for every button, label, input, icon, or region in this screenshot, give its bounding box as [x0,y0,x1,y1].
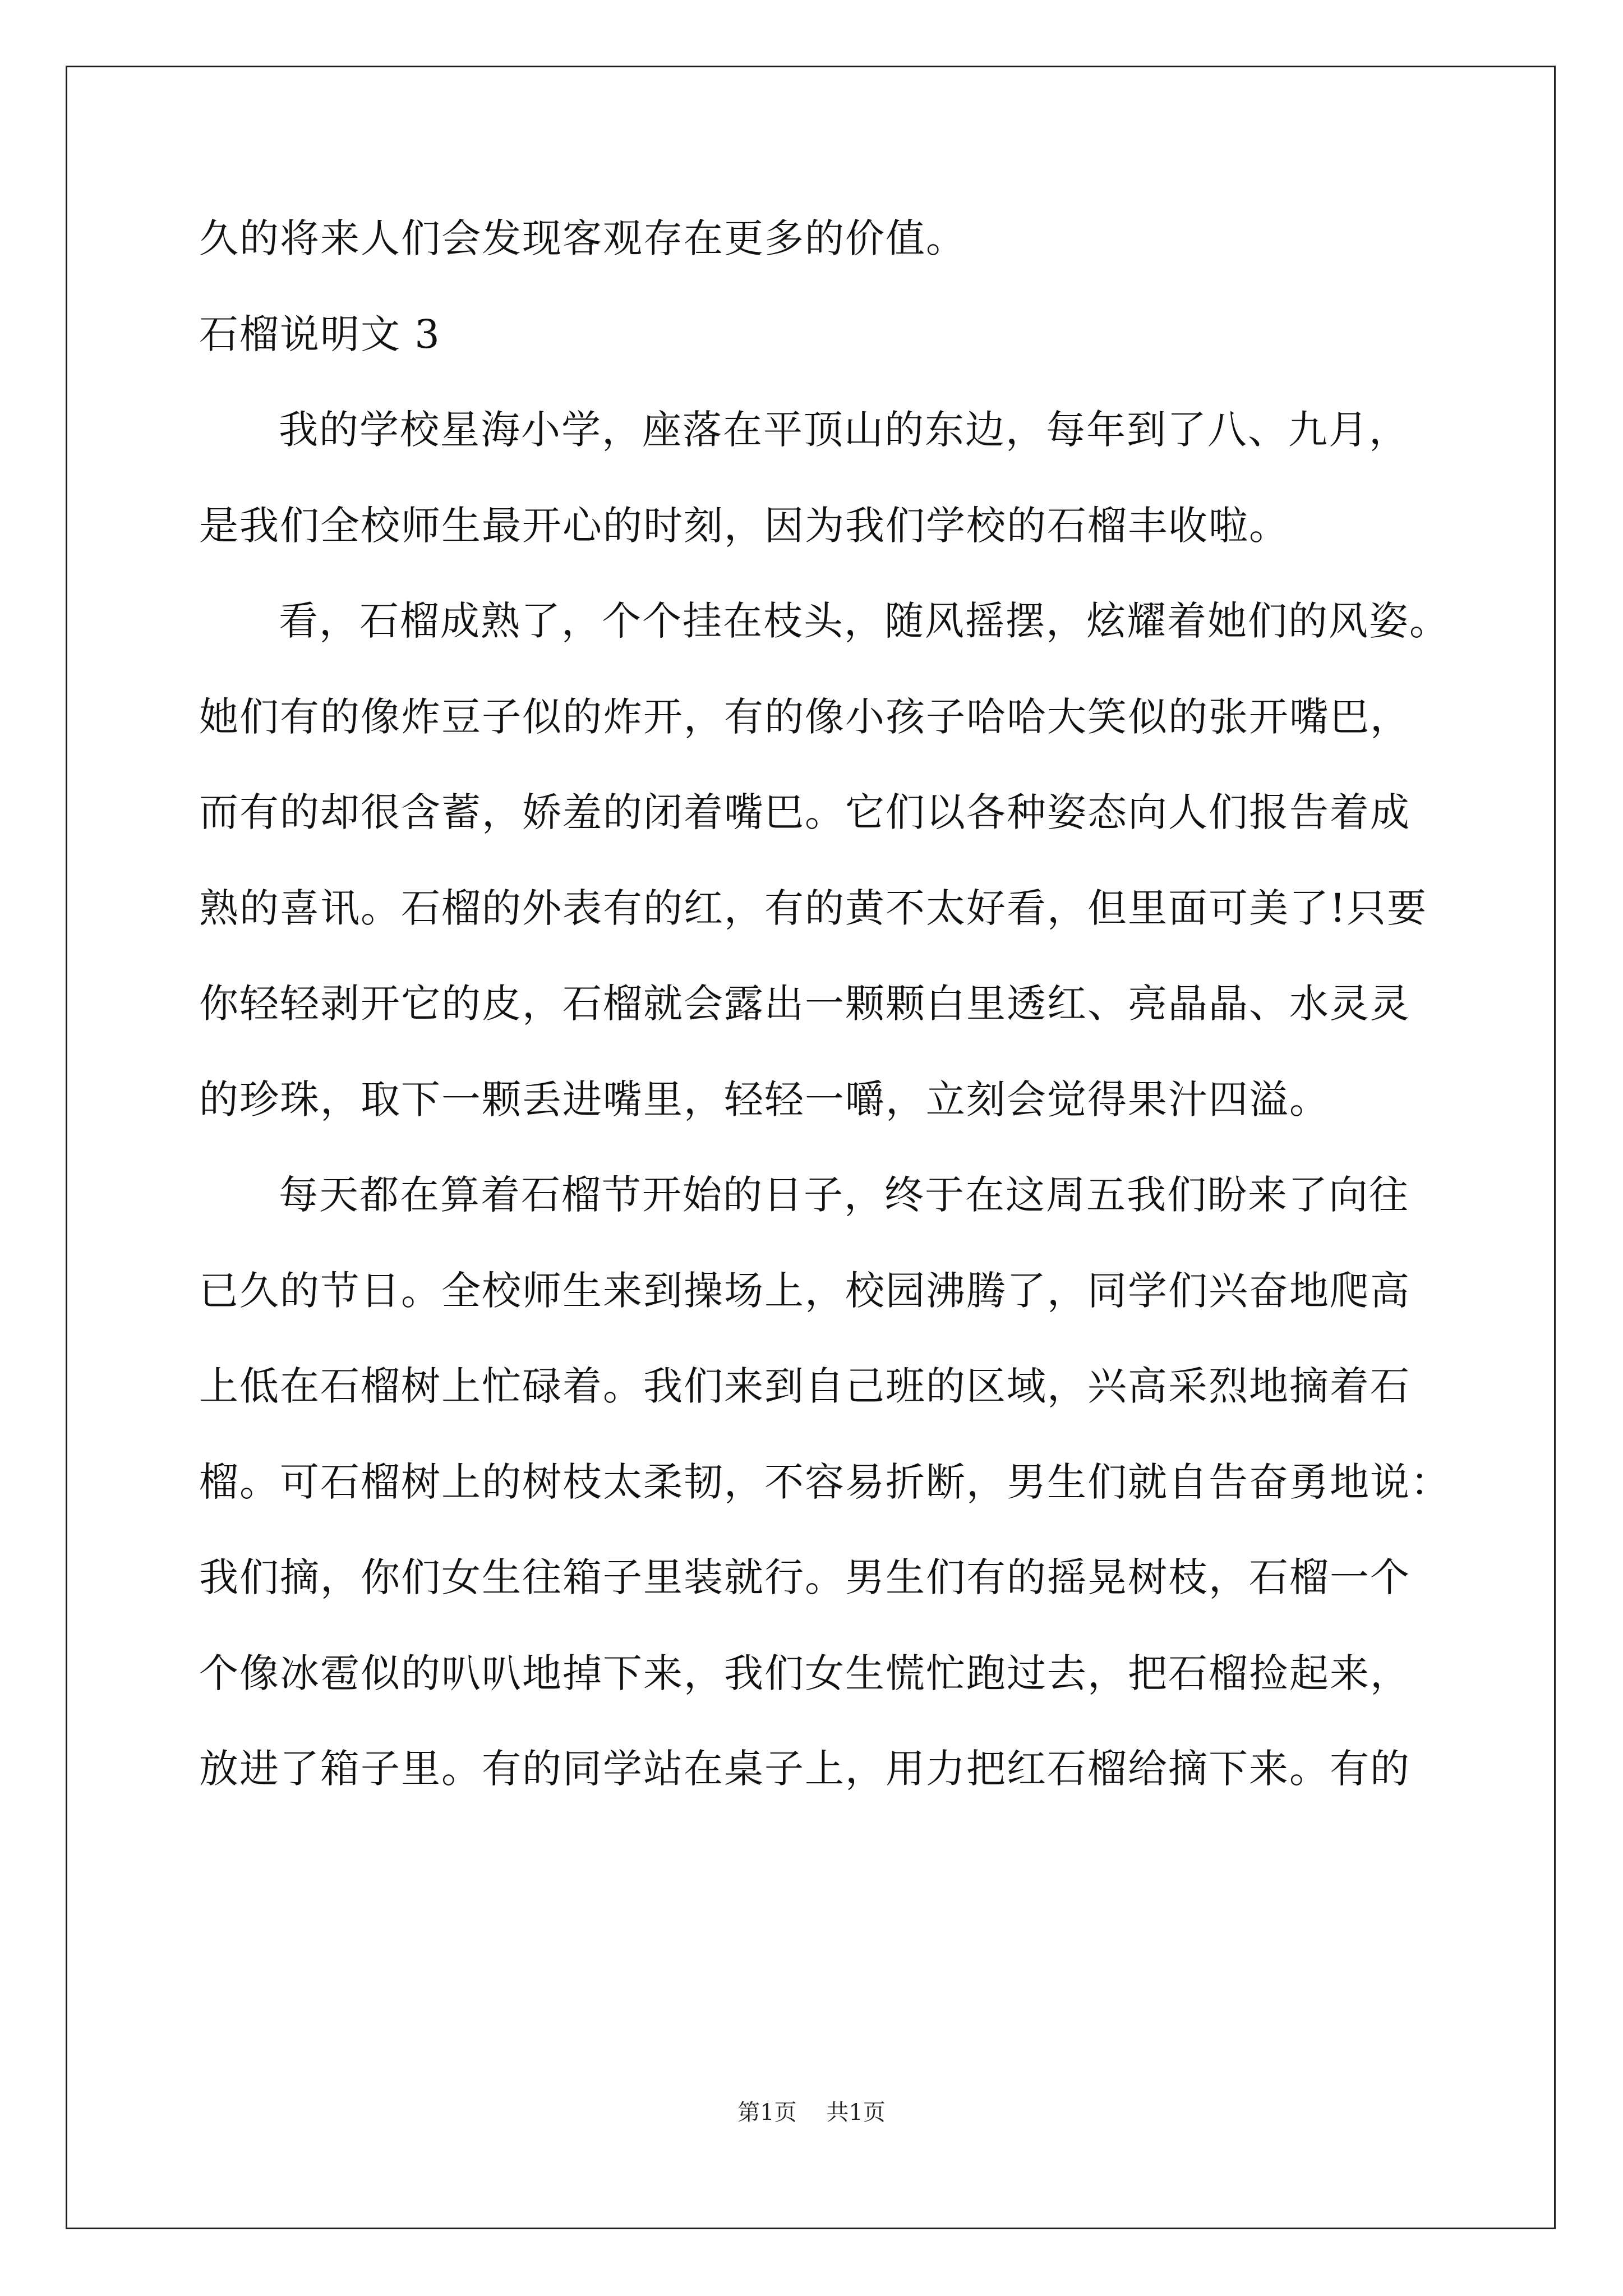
text-line: 放进了箱子里。有的同学站在桌子上，用力把红石榴给摘下来。有的 [199,1746,1410,1792]
page-number: 第1页 [737,2100,797,2125]
text-line: 的珍珠，取下一颗丢进嘴里，轻轻一嚼，立刻会觉得果汁四溢。 [199,1076,1330,1122]
text-line: 我们摘，你们女生往箱子里装就行。男生们有的摇晃树枝，石榴一个 [199,1554,1410,1600]
text-line: 熟的喜讯。石榴的外表有的红，有的黄不太好看，但里面可美了!只要 [199,885,1428,931]
text-line: 她们有的像炸豆子似的炸开，有的像小孩子哈哈大笑似的张开嘴巴， [199,693,1410,740]
text-line: 你轻轻剥开它的皮，石榴就会露出一颗颗白里透红、亮晶晶、水灵灵 [199,981,1410,1027]
paragraph-start-line: 看，石榴成熟了，个个挂在枝头，随风摇摆，炫耀着她们的风姿。 [279,598,1450,644]
document-body [199,205,1451,1831]
text-line: 个像冰雹似的叭叭地掉下来，我们女生慌忙跑过去，把石榴捡起来， [199,1650,1410,1696]
text-line: 是我们全校师生最开心的时刻，因为我们学校的石榴丰收啦。 [199,502,1289,549]
text-line: 久的将来人们会发现客观存在更多的价值。 [199,215,966,261]
page-total: 共1页 [826,2100,886,2125]
page-footer [0,2095,1623,2127]
paragraph-start-line: 每天都在算着石榴节开始的日子，终于在这周五我们盼来了向往 [279,1172,1409,1218]
text-line: 上低在石榴树上忙碌着。我们来到自己班的区域，兴高采烈地摘着石 [199,1363,1410,1409]
section-title: 石榴说明文 3 [199,311,441,357]
text-line: 而有的却很含蓄，娇羞的闭着嘴巴。它们以各种姿态向人们报告着成 [199,789,1410,835]
paragraph-start-line: 我的学校星海小学，座落在平顶山的东边，每年到了八、九月， [279,407,1409,453]
text-line: 榴。可石榴树上的树枝太柔韧，不容易折断，男生们就自告奋勇地说： [199,1458,1451,1505]
text-line: 已久的节日。全校师生来到操场上，校园沸腾了，同学们兴奋地爬高 [199,1267,1410,1314]
